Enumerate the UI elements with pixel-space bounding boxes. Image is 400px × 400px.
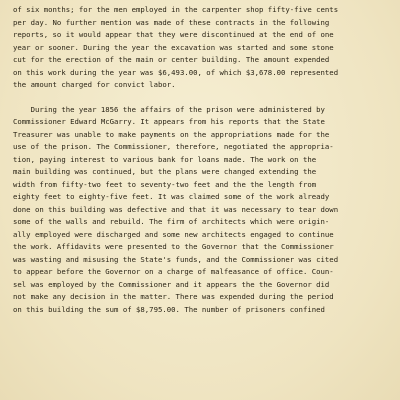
text-line: tion, paying interest to various bank for loans made. The work on the xyxy=(13,154,317,164)
text-line: reports, so it would appear that they were discontinued at the end of one xyxy=(13,30,334,39)
text-line: sel was employed by the Commissioner and it appears the the Governor did xyxy=(13,279,330,289)
text-line: not make any decision in the matter. There was expended during the period xyxy=(13,292,334,301)
text-line: on this building the sum of $8,795.00. The number of prisoners confined xyxy=(13,304,325,314)
paragraph-gap xyxy=(13,92,397,104)
text-line: the work. Affidavits were presented to the Governor that the Commissioner xyxy=(13,242,334,251)
text-line: width from fifty-two feet to seventy-two feet and the the length from xyxy=(13,179,317,189)
text-line: main building was continued, but the plans were changed extending the xyxy=(13,167,317,176)
text-line: During the year 1856 the affairs of the prison were administered by xyxy=(13,104,325,114)
text-line: of six months; for the men employed in the carpenter shop fifty-five cents xyxy=(13,5,339,14)
text-line: Commissioner Edward McGarry. It appears from his reports that the State xyxy=(13,117,325,126)
text-line: to appear before the Governor on a charge of malfeasance of office. Coun- xyxy=(13,267,334,276)
text-line: on this work during the year was $6,493.00, of which $3,678.00 represented xyxy=(13,67,339,77)
text-line: some of the walls and rebuild. The firm of architects which were origin- xyxy=(13,217,330,226)
document-text xyxy=(13,4,397,316)
text-line: cut for the erection of the main or center building. The amount expended xyxy=(13,55,330,64)
text-line: Treasurer was unable to make payments on the appropriations made for the xyxy=(13,129,330,139)
text-line: done on this building was defective and that it was necessary to tear down xyxy=(13,204,339,214)
text-line: use of the prison. The Commissioner, therefore, negotiated the appropria- xyxy=(13,142,334,151)
text-line: eighty feet to eighty-five feet. It was claimed some of the work already xyxy=(13,192,330,201)
text-line: was wasting and misusing the State's funds, and the Commissioner was cited xyxy=(13,254,339,264)
text-line: per day. No further mention was made of these contracts in the following xyxy=(13,17,330,27)
text-line: ally employed were discharged and some new architects engaged to continue xyxy=(13,229,334,239)
text-line: year or sooner. During the year the excavation was started and some stone xyxy=(13,42,334,52)
text-line: the amount charged for convict labor. xyxy=(13,80,176,89)
